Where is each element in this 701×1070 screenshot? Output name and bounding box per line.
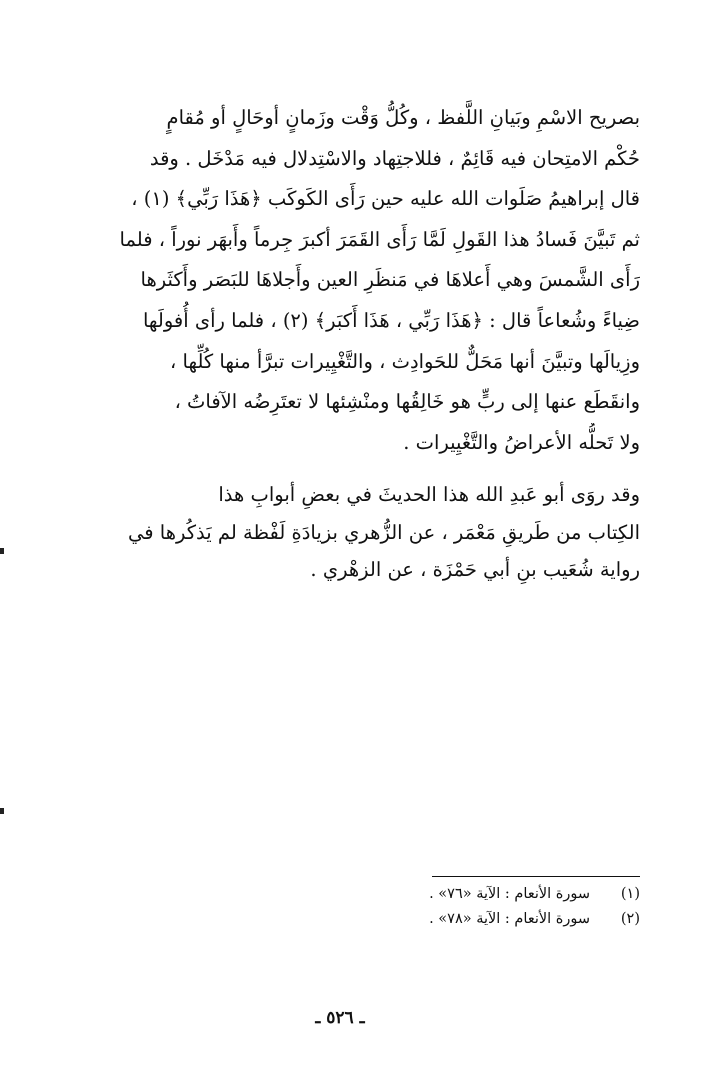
second-paragraph — [92, 476, 640, 589]
margin-speck — [0, 808, 4, 814]
footnotes — [300, 882, 640, 932]
text-line: قال إبراهيمُ صَلَوات الله عليه حين رَأَى الكَوكَب ﴿هَذَا رَبِّي﴾ (١) ، — [131, 187, 640, 211]
footnote-text: سورة الأنعام : الآية «٧٨» . — [429, 911, 590, 927]
text-line: الكِتاب من طَريقِ مَعْمَر ، عن الزُّهري بزيادَةِ لَفْظة لم يَذكُرها في — [128, 520, 640, 544]
text-line: بصريح الاسْمِ وبَيانِ اللَّفظ ، وكُلُّ وَقْت وزَمانٍ أوحَالٍ أو مُقامٍ — [166, 106, 640, 129]
text-line: وانقَطَع عنها إلى ربٍّ هو خَالِقُها ومنْشِئها لا تعتَرِضُه الآفاتُ ، — [174, 390, 640, 414]
page-number: ـ ٥٢٦ ـ — [315, 1008, 365, 1028]
footnote-item — [300, 882, 640, 907]
text-line: رواية شُعَيب بنِ أبي حَمْزَة ، عن الزهْري . — [310, 558, 640, 581]
footnote-item — [300, 907, 640, 932]
footnote-text: سورة الأنعام : الآية «٧٦» . — [429, 886, 590, 902]
text-line: ثم تَبيَّنَ فَسادُ هذا القَولِ لَمَّا رَأَى القَمَرَ أكبرَ جِرماً وأَبهَر نوراً ، فلما — [119, 227, 640, 251]
footnote-divider — [432, 876, 640, 877]
text-line: وقد روَى أبو عَبدِ الله هذا الحديثَ في بعضِ أبوابِ هذا — [218, 483, 640, 506]
text-line: رَأَى الشَّمسَ وهي أَعلاهَا في مَنظَرِ العين وأَجلاهَا للبَصَر وأَكثَرها — [140, 268, 640, 292]
text-line: ولا تَحلُّه الأعراضُ والتَّغْيِيرات . — [403, 430, 640, 454]
main-paragraph — [92, 98, 640, 463]
text-line: وزِيالَها وتبيَّنَ أنها مَحَلٌّ للحَوادِث ، والتَّغْيِيرات تبرَّأ منها كُلِّها ، — [170, 349, 640, 373]
margin-speck — [0, 548, 4, 554]
footnote-number: (١) — [620, 886, 640, 902]
text-line: حُكْم الامتِحان فيه قَائِمٌ ، فللاجتِهاد والاسْتِدلال فيه مَدْخَل . وقد — [149, 146, 640, 170]
footnote-number: (٢) — [620, 911, 640, 927]
text-line: ضِياءً وشُعاعاً قال : ﴿هَذَا رَبِّي ، هَذَا أَكبَر﴾ (٢) ، فلما رأى أُفولَها — [142, 308, 640, 332]
